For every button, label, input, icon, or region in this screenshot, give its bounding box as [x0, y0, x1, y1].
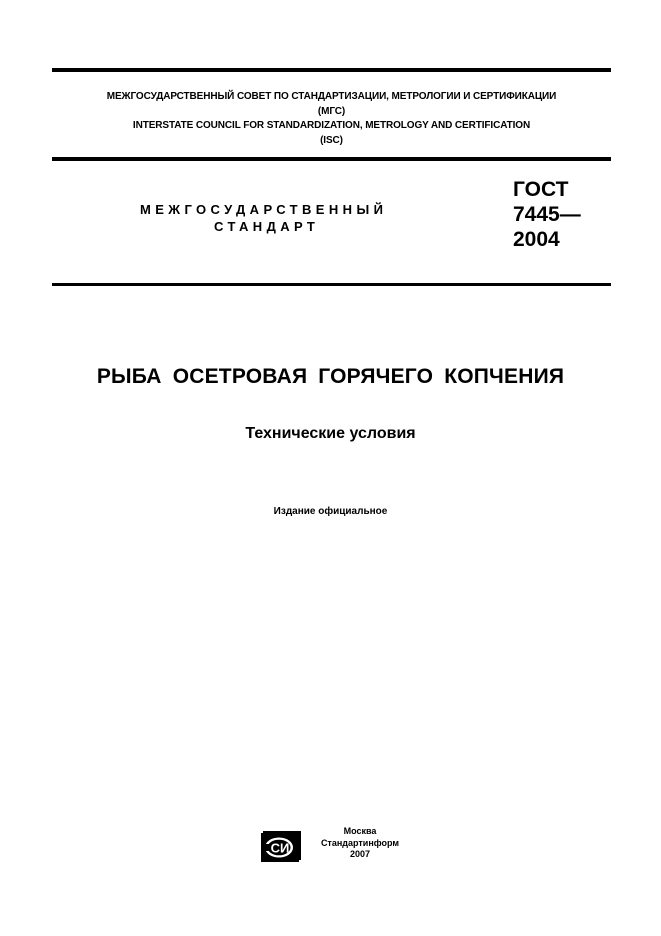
publisher-city: Москва — [343, 826, 377, 836]
standard-kind-line1: МЕЖГОСУДАРСТВЕННЫЙ — [140, 202, 388, 217]
publisher-year: 2007 — [349, 849, 371, 859]
document-subtitle: Технические условия — [245, 425, 416, 442]
lower-rule — [52, 283, 611, 286]
publisher-info — [305, 826, 415, 861]
standartinform-logo-icon — [261, 830, 301, 864]
logo-text: СИ — [270, 840, 290, 856]
gost-designation — [513, 177, 581, 252]
gost-label: ГОСТ — [513, 178, 569, 201]
standard-kind-line2: СТАНДАРТ — [214, 219, 320, 234]
council-header — [52, 90, 611, 148]
council-name-ru: МЕЖГОСУДАРСТВЕННЫЙ СОВЕТ ПО СТАНДАРТИЗАЦИИ, МЕТРОЛОГИИ И СЕРТИФИКАЦИИ — [106, 91, 557, 102]
middle-rule — [52, 157, 611, 161]
council-abbr-ru: (МГС) — [317, 105, 346, 117]
edition-note: Издание официальное — [273, 506, 388, 517]
publisher-name: Стандартинформ — [320, 837, 400, 848]
document-title: РЫБА ОСЕТРОВАЯ ГОРЯЧЕГО КОПЧЕНИЯ — [96, 365, 565, 388]
council-abbr-en: (ISC) — [320, 134, 343, 146]
top-rule — [52, 68, 611, 72]
gost-year: 2004 — [513, 228, 560, 251]
gost-number: 7445— — [513, 203, 581, 226]
council-name-en: INTERSTATE COUNCIL FOR STANDARDIZATION, METROLOGY AND CERTIFICATION — [132, 120, 531, 131]
